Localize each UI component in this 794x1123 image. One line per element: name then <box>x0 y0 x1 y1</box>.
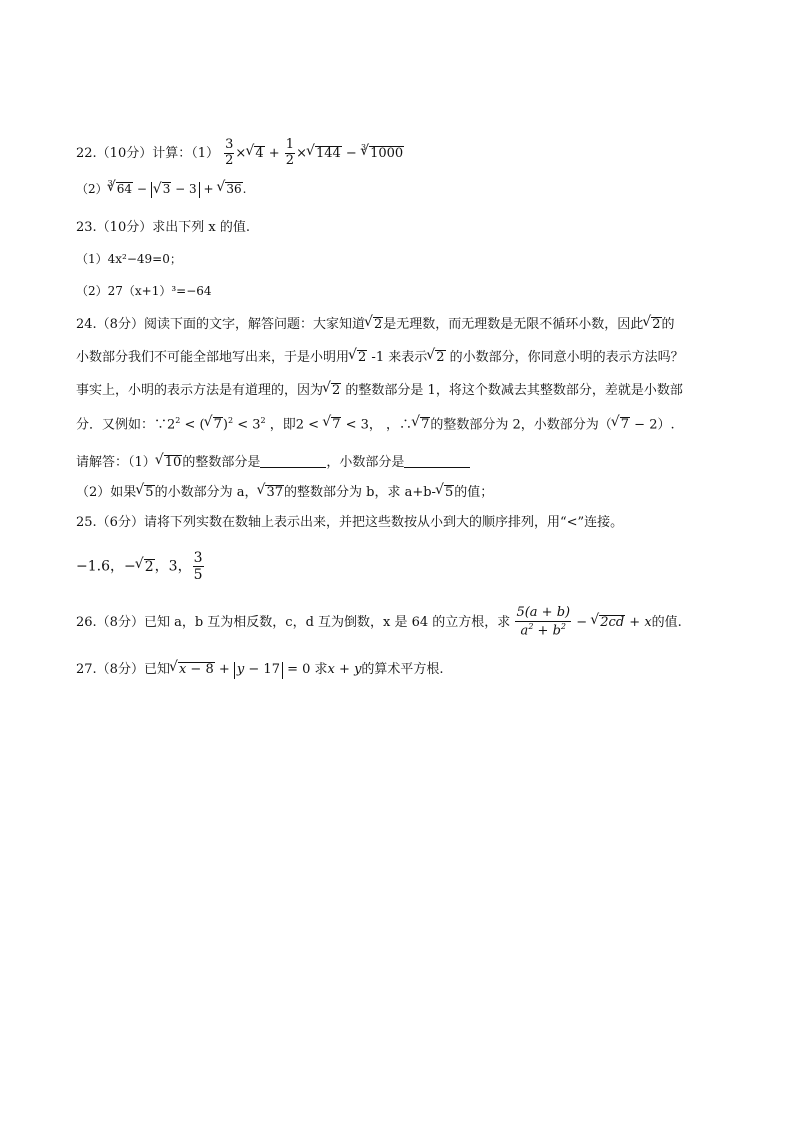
sqrt-2: √ 2 <box>136 559 155 575</box>
q24-line2: 小数部分我们不可能全部地写出来，于是小明用√ 2 -1 来表示√ 2 的小数部分，你同意小明的表示方法吗？ <box>76 350 684 365</box>
q24-line3: 事实上，小明的表示方法是有道理的，因为√ 2 的整数部分是 1，将这个数减去其整数部分，差就是小数部 <box>76 383 683 398</box>
sqrt-4: √ 4 <box>246 146 264 161</box>
sqrt-2: √ 2 <box>643 317 661 332</box>
q22-line2: $(2)^3√$ 64 − √ 3 − 3 + √ 36. <box>76 180 246 198</box>
abs-sqrt3-minus-3: √ 3 − 3 <box>151 182 200 198</box>
sqrt-2: √ 2 <box>323 383 341 398</box>
q26-line: 26.（8分）已知 a，b 互为相反数，c，d 互为倒数，x 是 64 的立方根，求 $\frac{5(a + b)}{a^2 + b^2}$ − √ 2cd + x的值. <box>76 606 682 639</box>
abs-y-minus-17: y − 17 <box>234 662 283 679</box>
q27-line: 27.（8分）已知√ x − 8 + y − 17 = 0 求x + y的算术平方根. <box>76 662 444 679</box>
fraction-3-5: $\frac{3}{5}$ <box>193 550 203 584</box>
cbrt-1000: √ 1000 <box>361 146 404 161</box>
q23-part1: （1）4x²−49=0； <box>76 252 182 266</box>
q24-ask1: 请解答：（1）√ 10的整数部分是 ，小数部分是 <box>76 455 470 470</box>
q24-line1: 24.（8分）阅读下面的文字，解答问题：大家知道√ 2是无理数，而无理数是无限不循环小数，因此√ 2的 <box>76 317 675 332</box>
sqrt-144: √ 144 <box>307 146 342 161</box>
answer-blank-decimal[interactable] <box>404 455 470 468</box>
sqrt-37: √ 37 <box>257 485 284 500</box>
q23-part2: （2）27（x+1）³=−64 <box>76 284 212 298</box>
sqrt-5: √ 5 <box>436 485 454 500</box>
q22-head: 22.（10分）计算：（1） <box>76 145 219 161</box>
q24-ask2: （2）如果√ 5的小数部分为 a，√ 37的整数部分为 b，求 a+b-√ 5的值； <box>76 485 493 500</box>
cbrt-64: √ 64 <box>108 182 133 196</box>
sqrt-2: √ 2 <box>365 317 383 332</box>
sqrt-10: √ 10 <box>156 455 183 470</box>
sqrt-7: √ 7 <box>412 417 430 432</box>
q25-numbers: −1.6，−√ 2，3， $\frac{3}{5}$ <box>76 550 205 583</box>
sqrt-5: √ 5 <box>136 485 154 500</box>
q24-line4: 分．又例如：$\because 2^2$ < (√ $7)^2 < 3^2$ ，即2 < √ 7 < 3， ，∴√ 7的整数部分为 2，小数部分为（√ 7 − 2）. <box>76 417 675 433</box>
fraction-1-2: $\frac{1}{2}$ <box>285 137 295 168</box>
q22-line1: 22.（10分）计算：（1） $\frac{3}{2}$ ×√ 4 + $\frac{1}{2}$ ×√ 144 − $^3$√ 1000 <box>76 138 404 169</box>
sqrt-2: √ 2 <box>427 350 445 365</box>
q22-part2-label: （2） <box>76 182 108 196</box>
sqrt-36: √ 36 <box>217 182 242 196</box>
q23-head: 23.（10分）求出下列 x 的值. <box>76 220 250 235</box>
q25-head: 25.（6分）请将下列实数在数轴上表示出来，并把这些数按从小到大的顺序排列，用“<”连接。 <box>76 515 624 530</box>
answer-blank-integer[interactable] <box>260 455 326 468</box>
sqrt-2: √ 2 <box>349 350 367 365</box>
sqrt-x-minus-8: √ x − 8 <box>170 662 215 677</box>
fraction-5ab-over-a2b2: $\frac{5(a + b)}{a^2 + b^2}$ <box>516 605 571 639</box>
sqrt-2cd: √ 2cd <box>591 615 625 630</box>
fraction-3-2: $\frac{3}{2}$ <box>225 137 234 168</box>
